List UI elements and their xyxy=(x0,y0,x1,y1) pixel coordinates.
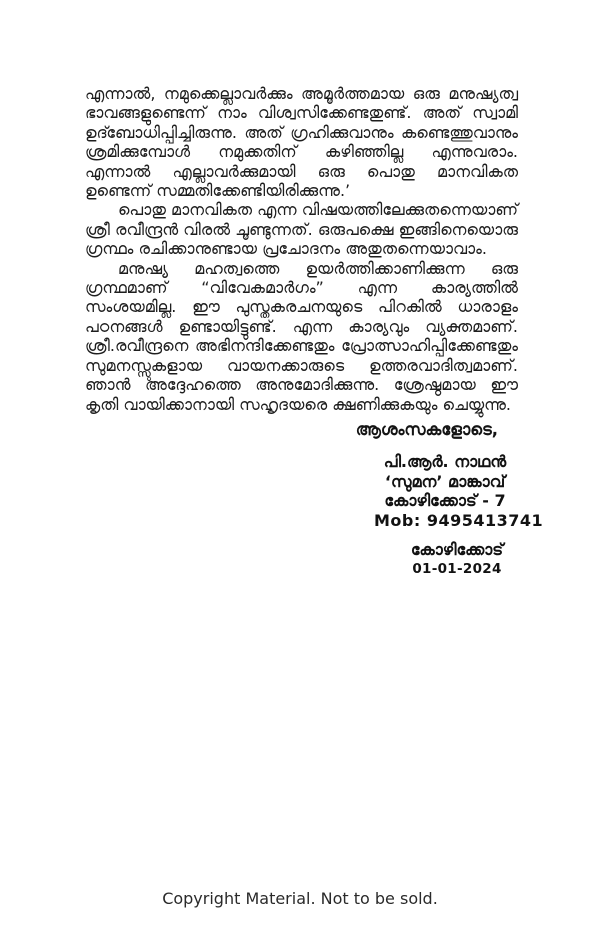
body-text-block xyxy=(85,84,518,440)
copyright-footer: Copyright Material. Not to be sold. xyxy=(162,889,438,908)
signoff-line: ആശംസകളോടെ, xyxy=(355,419,498,439)
place-date-block xyxy=(396,540,518,579)
body-paragraph-3: മനുഷ്യ മഹത്വത്തെ ഉയർത്തിക്കാണിക്കുന്ന ഒരു ഗ്രന്ഥമാണ് “വിവേകമാർഗം” എന്ന കാര്യത്തിൽ സംശയമില്ല. ഈ പുസ്തകരചനയുടെ പിറകിൽ ധാരാളം പഠനങ്ങൾ ഉണ്ടായിട്ടുണ്ട്. എന്ന കാര്യവും വ്യക്തമാണ്. ശ്രീ.രവീന്ദ്രനെ അഭിനന്ദിക്കേണ്ടതും പ്രോത്സാഹിപ്പിക്കേണ്ടതും സുമനസ്സുകളായ വായനക്കാരുടെ ഉത്തരവാദിത്വമാണ്. ഞാൻ അദ്ദേഹത്തെ അനുമോദിക്കുന്നു. ശ്രേഷ്ഠമായ ഈ കൃതി വായിക്കാനായി സഹൃദയരെ ക്ഷണിക്കുകയും ചെയ്യുന്നു. xyxy=(85,258,518,414)
mobile-number: 9495413741 xyxy=(426,510,544,530)
signature-name: പി.ആർ. നാഥൻ xyxy=(383,452,507,471)
body-paragraph-2: പൊതു മാനവികത എന്ന വിഷയത്തിലേക്കുതന്നെയാണ് ശ്രീ രവീന്ദ്രൻ വിരൽ ചൂണ്ടുന്നത്. ഒരുപക്ഷെ ഇങ്ങിനെയൊരു ഗ്രന്ഥം രചിക്കാനുണ്ടായ പ്രചോദനം അതുതന്നെയാവാം. xyxy=(85,200,518,259)
signature-address-line2: കോഴിക്കോട് - 7 xyxy=(384,491,506,510)
signature-address-line1: ‘സുമന’ മാങ്കാവ് xyxy=(384,471,506,491)
place-line: കോഴിക്കോട് xyxy=(410,540,504,559)
date-line: 01-01-2024 xyxy=(412,561,502,577)
body-paragraph-1: എന്നാൽ, നമുക്കെല്ലാവർക്കും അമൂർത്തമായ ഒരു മനുഷ്യത്വ ഭാവങ്ങളുണ്ടെന്ന് നാം വിശ്വസിക്കേണ്ടതുണ്ട്. അത് സ്വാമി ഉദ്ബോധിപ്പിച്ചിരുന്നു. അത് ഗ്രഹിക്കുവാനും കണ്ടെത്തുവാനും ശ്രമിക്കുമ്പോൾ നമുക്കതിന് കഴിഞ്ഞില്ല എന്നുവരാം. എന്നാൽ എല്ലാവർക്കുമായി ഒരു പൊതു മാനവികത ഉണ്ടെന്ന് സമ്മതിക്കേണ്ടിയിരിക്കുന്നു.’ xyxy=(85,84,518,201)
signature-mobile xyxy=(374,510,544,531)
mobile-label: Mob: xyxy=(374,510,421,530)
signature-block xyxy=(374,452,544,530)
